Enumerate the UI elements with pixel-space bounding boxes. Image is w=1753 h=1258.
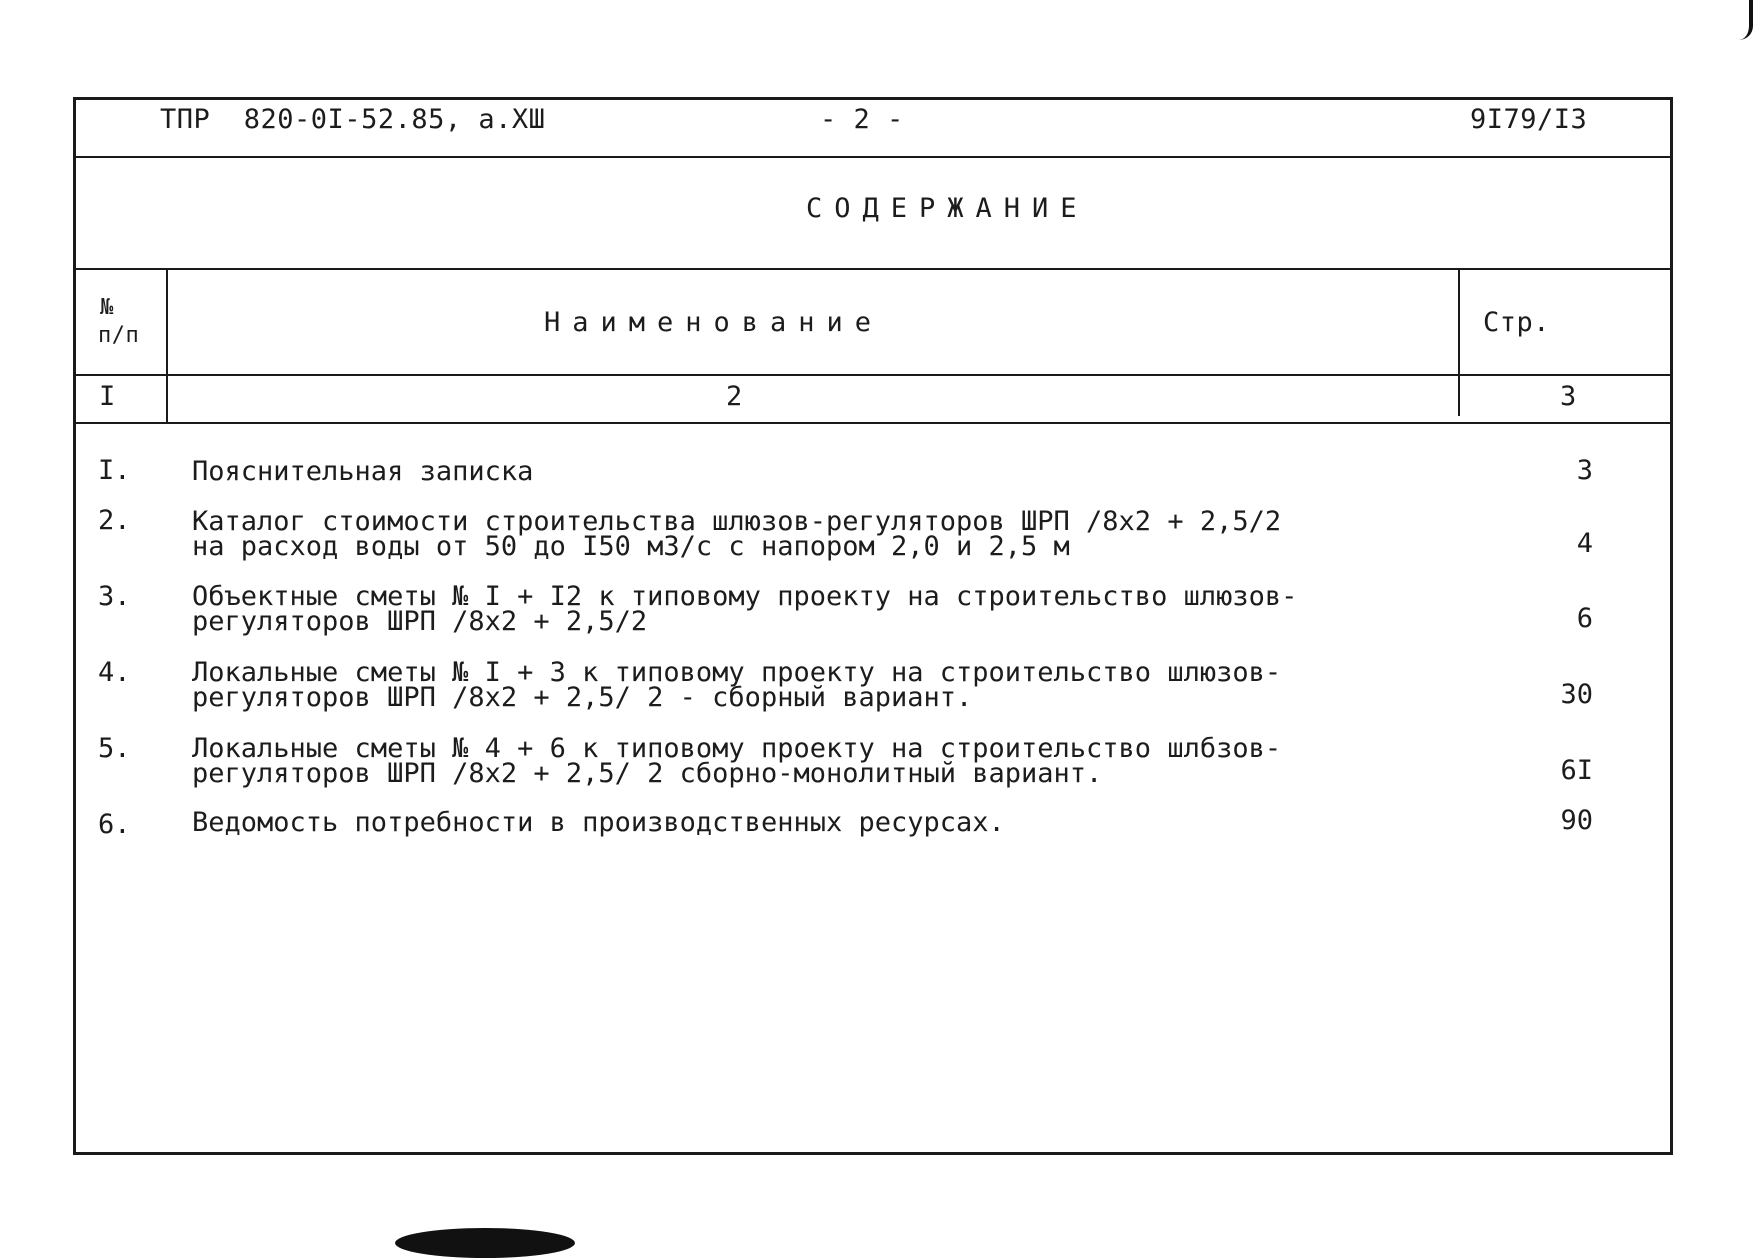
contents-title: СОДЕРЖАНИЕ <box>806 193 1089 224</box>
item-title-line-2: регуляторов ШРП /8х2 + 2,5/ 2 - сборный вариант. <box>192 682 973 713</box>
item-page: 90 <box>1560 805 1593 836</box>
header-row-divider <box>73 374 1673 376</box>
item-title: Пояснительная записка <box>192 456 534 487</box>
col-number-3: 3 <box>1560 381 1577 412</box>
item-title-line-2: регуляторов ШРП /8х2 + 2,5/2 <box>192 606 648 637</box>
col-name-header: Наименование <box>544 307 884 338</box>
item-number: 5. <box>98 733 131 764</box>
sheet-code: 9I79/I3 <box>1470 104 1588 135</box>
col-number-2: 2 <box>726 381 743 412</box>
item-title-line-1: Локальные сметы № 4 + 6 к типовому проекту на строительство шлбзов- <box>192 733 1282 764</box>
numbering-row-divider <box>73 422 1673 424</box>
scan-edge-mark <box>1739 0 1753 40</box>
title-divider <box>73 268 1673 270</box>
col-divider-page <box>1458 268 1460 416</box>
header-divider <box>73 156 1673 158</box>
col-num-symbol: № <box>100 295 114 320</box>
item-page: 6 <box>1576 603 1593 634</box>
item-page: 4 <box>1576 528 1593 559</box>
item-title-line-1: Локальные сметы № I + 3 к типовому проекту на строительство шлюзов- <box>192 657 1282 688</box>
doc-code: ТПР 820-0I-52.85, а.ХШ <box>160 104 546 135</box>
col-page-header: Стр. <box>1483 307 1551 338</box>
page-number: - 2 - <box>820 104 904 135</box>
item-page: 3 <box>1576 455 1593 486</box>
col-number-1: I <box>99 381 116 412</box>
scan-smudge <box>395 1228 575 1258</box>
item-number: 6. <box>98 809 131 840</box>
item-number: 4. <box>98 657 131 688</box>
item-title: Ведомость потребности в производственных ресурсах. <box>192 807 1005 838</box>
item-page: 30 <box>1560 679 1593 710</box>
item-number: 3. <box>98 581 131 612</box>
item-title-line-1: Каталог стоимости строительства шлюзов-регуляторов ШРП /8х2 + 2,5/2 <box>192 506 1282 537</box>
col-num-label: п/п <box>98 323 140 348</box>
item-title-line-1: Объектные сметы № I + I2 к типовому проекту на строительство шлюзов- <box>192 581 1298 612</box>
col-divider-num <box>166 268 168 424</box>
item-number: 2. <box>98 505 131 536</box>
item-page: 6I <box>1560 755 1593 786</box>
item-number: I. <box>98 455 131 486</box>
item-title-line-2: на расход воды от 50 до I50 м3/с с напором 2,0 и 2,5 м <box>192 531 1070 562</box>
item-title-line-2: регуляторов ШРП /8х2 + 2,5/ 2 сборно-монолитный вариант. <box>192 758 1103 789</box>
